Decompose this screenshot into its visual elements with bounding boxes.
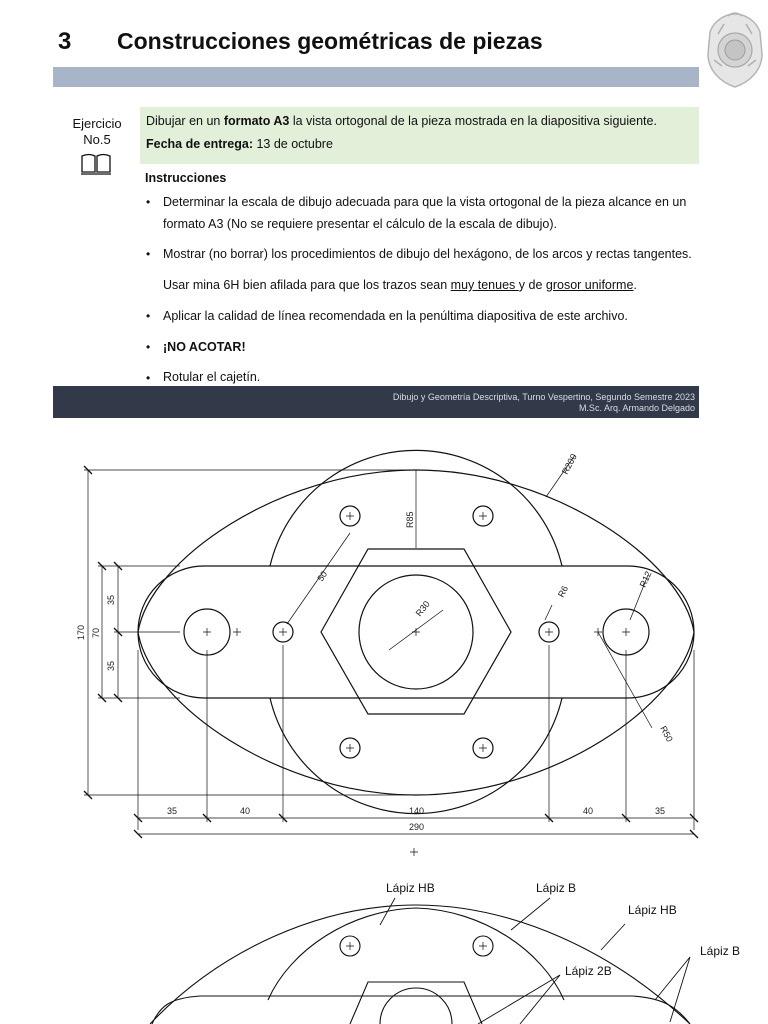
- dim-r85: R85: [405, 511, 415, 528]
- annotation-lapiz-hb-1: Lápiz HB: [386, 881, 435, 895]
- dimension-ticks: [84, 466, 698, 838]
- center-marks: [203, 512, 630, 856]
- dim-290: 290: [409, 822, 425, 832]
- annotation-lapiz-2b: Lápiz 2B: [565, 964, 612, 978]
- instruction-item-2b: Usar mina 6H bien afilada para que los trazos sean muy tenues y de grosor uniforme.: [163, 278, 637, 292]
- dim-40-right: 40: [583, 806, 594, 816]
- dim-50: 50: [315, 569, 330, 584]
- instructions-heading: Instrucciones: [145, 171, 227, 185]
- dim-r200: R200: [559, 452, 579, 476]
- dim-170: 170: [76, 624, 86, 640]
- dim-r6: R6: [555, 584, 571, 599]
- dimension-lines: [84, 455, 694, 834]
- dim-35-right: 35: [655, 806, 666, 816]
- bullet: •: [146, 195, 151, 209]
- task-line: Dibujar en un formato A3 la vista ortogonal de la pieza mostrada en la diapositiva siguiente.: [146, 114, 657, 128]
- annotation-lapiz-hb-2: Lápiz HB: [628, 903, 677, 917]
- annotation-lapiz-b-2: Lápiz B: [700, 944, 741, 958]
- bullet: •: [146, 247, 151, 261]
- exercise-label-line2: No.5: [83, 132, 111, 147]
- dim-140: 140: [409, 806, 425, 816]
- instruction-item-4: ¡NO ACOTAR!: [163, 340, 246, 354]
- line-quality-center-marks: [346, 942, 487, 950]
- dim-35-left: 35: [167, 806, 178, 816]
- bullet: •: [146, 340, 151, 354]
- section-number: 3: [58, 28, 72, 55]
- arc-r85-bottom: [270, 698, 562, 814]
- dim-40-left: 40: [240, 806, 251, 816]
- footer-course: Dibujo y Geometría Descriptiva, Turno Vespertino, Segundo Semestre 2023: [392, 392, 695, 402]
- exercise-label-line1: Ejercicio: [72, 116, 122, 131]
- dim-r30: R30: [413, 599, 432, 619]
- instruction-item-2: Mostrar (no borrar) los procedimientos de dibujo del hexágono, de los arcos y rectas tangentes.: [163, 247, 692, 261]
- due-date-line: Fecha de entrega: 13 de octubre: [146, 137, 333, 151]
- instruction-item-5: Rotular el cajetín.: [163, 370, 261, 384]
- instruction-item-3: Aplicar la calidad de línea recomendada en la penúltima diapositiva de este archivo.: [163, 309, 628, 323]
- bullet: •: [146, 371, 151, 385]
- dim-r50: R50: [658, 724, 675, 744]
- dim-r12: R12: [637, 569, 654, 589]
- dim-35-bottom: 35: [106, 660, 116, 671]
- dim-35-top: 35: [106, 594, 116, 605]
- annotation-lapiz-b-1: Lápiz B: [536, 881, 577, 895]
- dim-70: 70: [91, 627, 101, 638]
- footer-author: M.Sc. Arq. Armando Delgado: [578, 403, 695, 413]
- bullet: •: [146, 309, 151, 323]
- page-title: Construcciones geométricas de piezas: [117, 28, 543, 54]
- instruction-item-1: Determinar la escala de dibujo adecuada para que la vista ortogonal de la pieza alcance en un formato A3 (No se requiere presentar el cálculo de la escala de dibujo).: [163, 195, 687, 231]
